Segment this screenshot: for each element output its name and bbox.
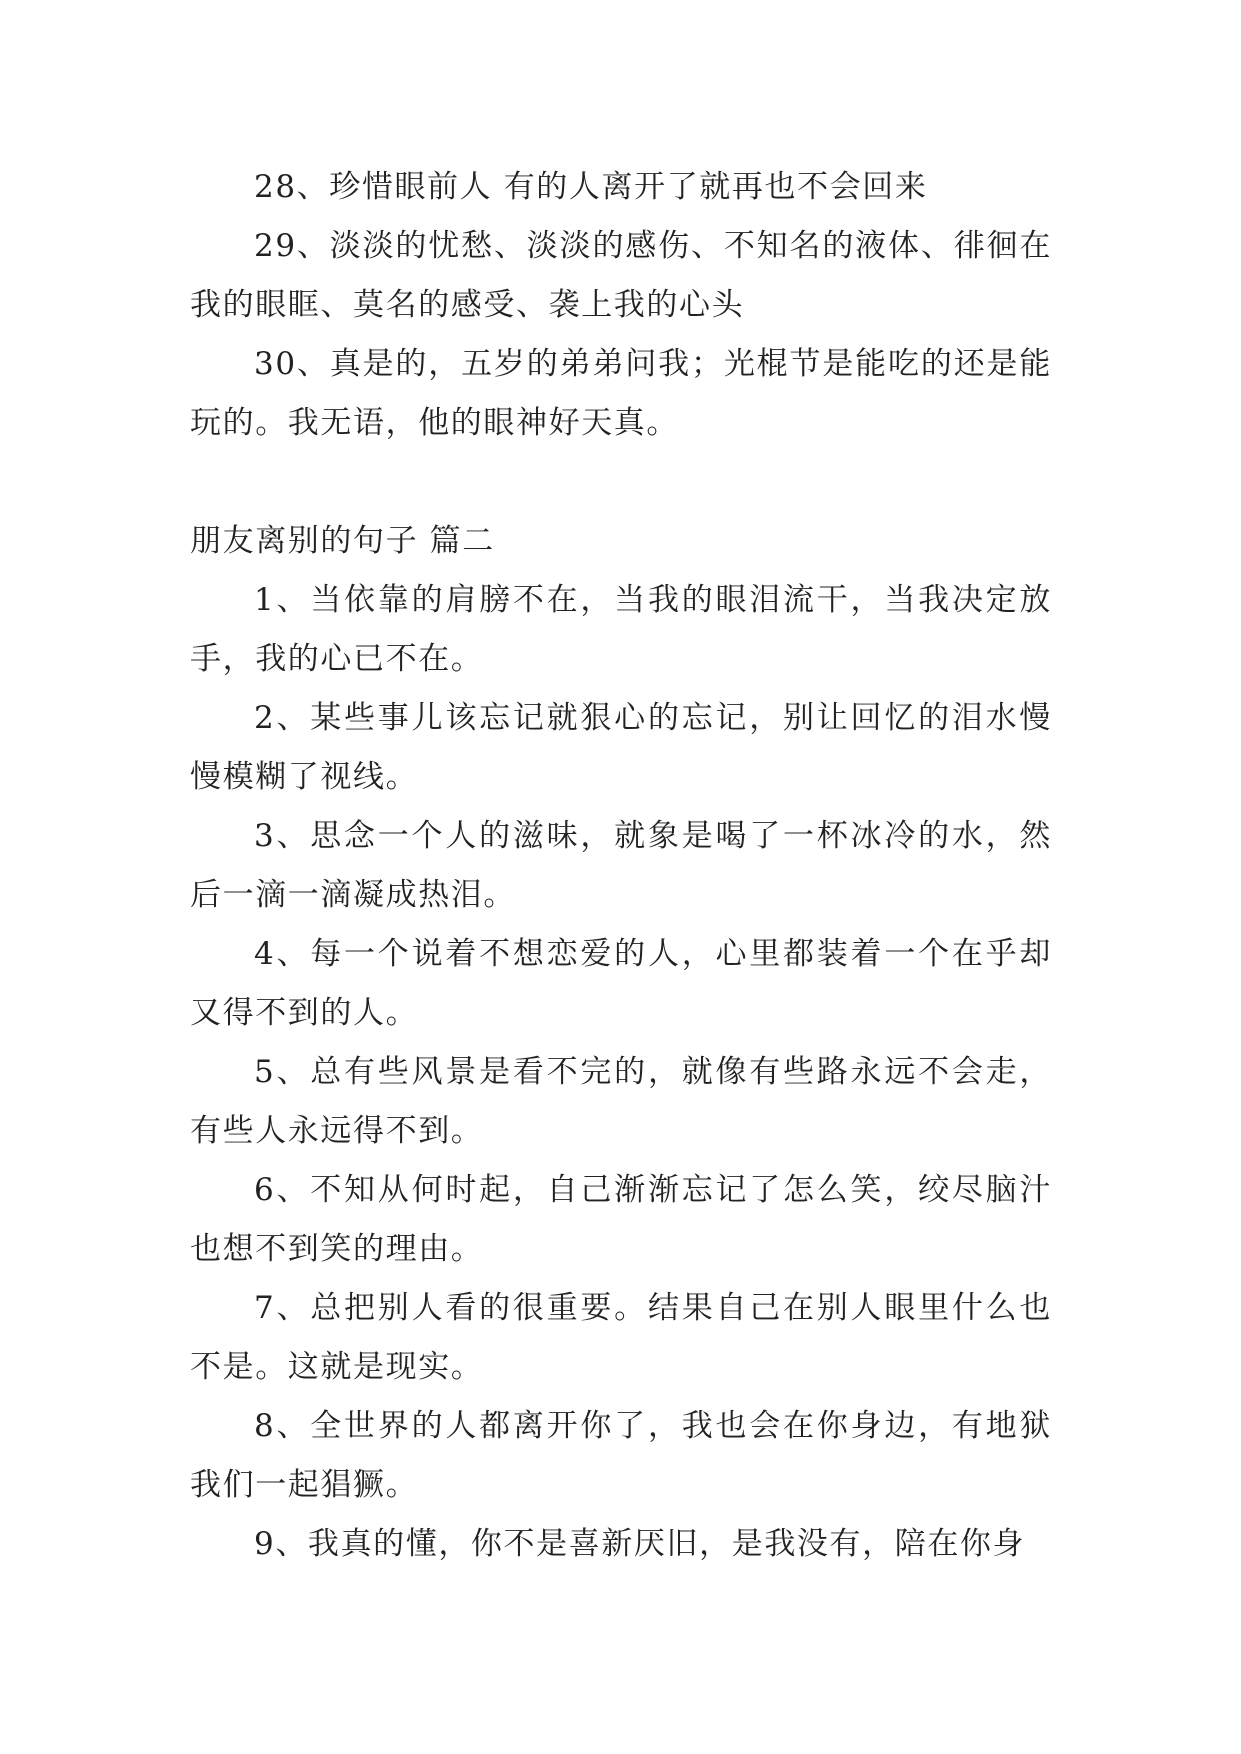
- paragraph-7: 7、总把别人看的很重要。结果自己在别人眼里什么也不是。这就是现实。: [190, 1290, 1052, 1385]
- paragraph-4: 4、每一个说着不想恋爱的人，心里都装着一个在乎却又得不到的人。: [190, 936, 1052, 1031]
- paragraph-2: 2、某些事儿该忘记就狠心的忘记，别让回忆的泪水慢慢模糊了视线。: [190, 700, 1052, 795]
- paragraph-30: 30、真是的，五岁的弟弟问我；光棍节是能吃的还是能玩的。我无语，他的眼神好天真。: [190, 346, 1052, 441]
- paragraph-5: 5、总有些风景是看不完的，就像有些路永远不会走，有些人永远得不到。: [190, 1054, 1052, 1149]
- paragraph-1: 1、当依靠的肩膀不在，当我的眼泪流干，当我决定放手，我的心已不在。: [190, 582, 1052, 677]
- paragraph-6: 6、不知从何时起，自己渐渐忘记了怎么笑，绞尽脑汁也想不到笑的理由。: [190, 1172, 1052, 1267]
- paragraph-3: 3、思念一个人的滋味，就象是喝了一杯冰冷的水，然后一滴一滴凝成热泪。: [190, 818, 1052, 913]
- section-gap: [190, 453, 1052, 512]
- section-heading: 朋友离别的句子 篇二: [190, 523, 495, 559]
- paragraph-9: 9、我真的懂，你不是喜新厌旧，是我没有，陪在你身: [254, 1526, 1026, 1562]
- paragraph-29: 29、淡淡的忧愁、淡淡的感伤、不知名的液体、徘徊在我的眼眶、莫名的感受、袭上我的心头: [190, 228, 1052, 323]
- body-text: [190, 158, 1052, 1574]
- paragraph-28: 28、珍惜眼前人 有的人离开了就再也不会回来: [254, 169, 928, 205]
- paragraph-8: 8、全世界的人都离开你了，我也会在你身边，有地狱我们一起猖獗。: [190, 1408, 1052, 1503]
